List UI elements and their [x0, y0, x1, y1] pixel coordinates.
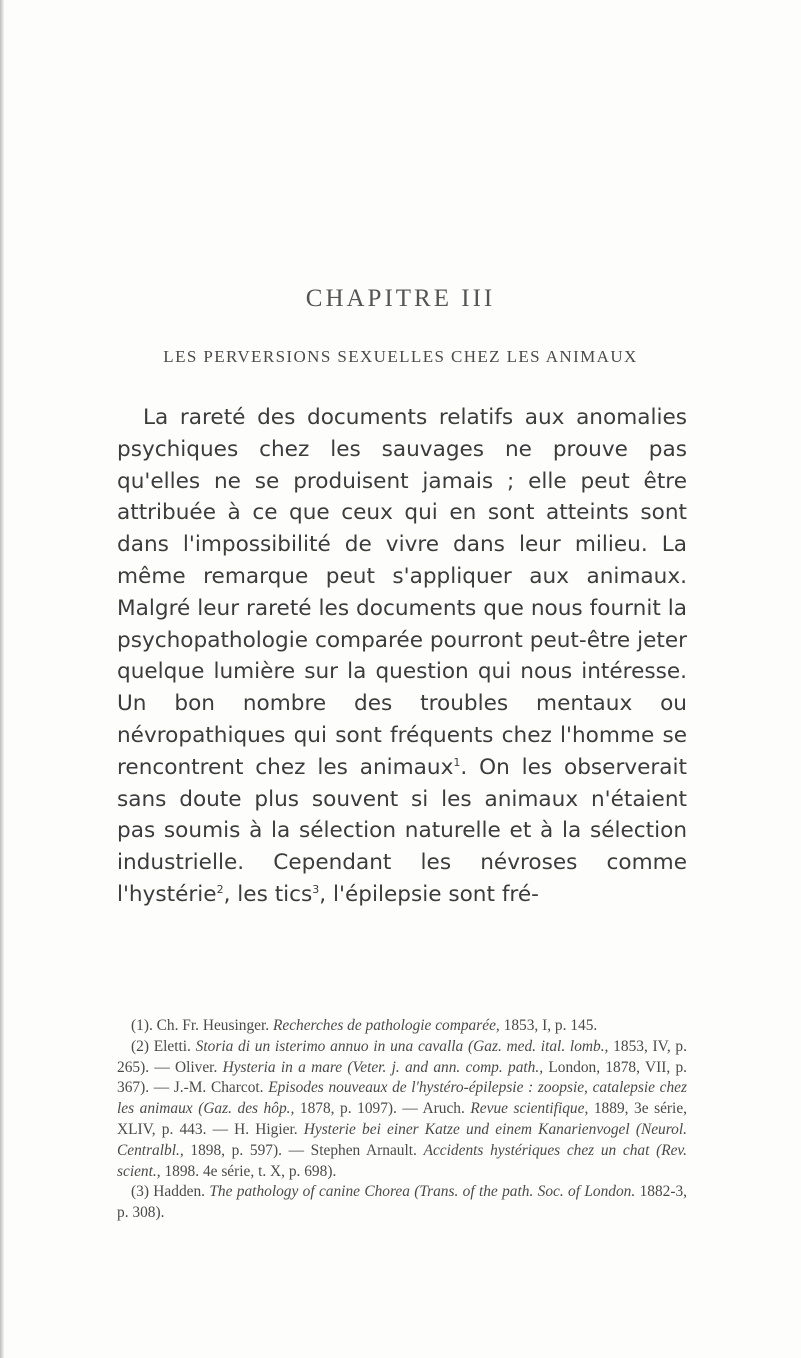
footnote-2-rest-2: London, 1878, VII, p. 367). — J.-M. Charcot.: [117, 1058, 687, 1097]
footnote-2-rest-1: 1853, IV, p. 265). — Oliver.: [117, 1037, 687, 1076]
footnote-3-author: Hadden.: [153, 1183, 206, 1201]
footnote-1-rest: 1853, I, p. 145.: [503, 1017, 598, 1034]
footnote-ref-2: 2: [216, 882, 224, 896]
footnote-2-title-4: Revue scientifique,: [470, 1100, 589, 1118]
paragraph-text-3: , les tics: [223, 881, 313, 907]
chapter-subtitle: LES PERVERSIONS SEXUELLES CHEZ LES ANIMAUX: [163, 347, 638, 366]
page-binding-edge: [0, 0, 4, 1358]
footnote-3-mark: (3): [131, 1183, 149, 1201]
footnote-2-source-5: (Neurol. Centralbl.,: [117, 1120, 687, 1159]
footnote-2-rest-5: 1898, p. 597). — Stephen Arnault.: [190, 1141, 417, 1159]
footnote-2: [117, 1037, 687, 1183]
footnote-2-author-1: Eletti.: [153, 1037, 191, 1055]
footnote-2-rest-3: 1878, p. 1097). — Aruch.: [299, 1100, 465, 1118]
paragraph-text-4: , l'épilepsie sont fré-: [319, 881, 539, 907]
chapter-title: CHAPITRE III: [305, 285, 496, 312]
footnote-2-source-6: (Rev. scient.,: [117, 1141, 687, 1180]
footnote-2-source-2: (Veter. j. and ann. comp. path.,: [347, 1058, 544, 1076]
footnote-2-rest-4: 1889, 3e série, XLIV, p. 443. — H. Higier.: [117, 1100, 687, 1138]
footnote-ref-1: 1: [453, 755, 461, 769]
footnote-2-title-1: Storia di un isterimo annuo in una cavalla: [195, 1037, 464, 1055]
footnote-1-author: Ch. Fr. Heusinger.: [156, 1017, 270, 1034]
footnote-ref-3: 3: [312, 882, 320, 896]
footnote-2-source-1: (Gaz. med. ital. lomb.,: [468, 1037, 609, 1055]
footnotes: [117, 1016, 687, 1224]
footnote-3-title: The pathology of canine Chorea: [209, 1183, 410, 1201]
footnote-2-source-3: (Gaz. des hôp.,: [198, 1100, 295, 1118]
main-paragraph: [117, 402, 687, 911]
footnote-3: [117, 1182, 687, 1224]
paragraph-text-1: La rareté des documents relatifs aux anomalies psychiques chez les sauvages ne prouve pas qu'elles ne se produisent jamais ; elle peut être attribuée à ce que ceux qui en sont atteints sont dans l'impossibilité de vivre dans leur milieu. La même remarque peut s'appliquer aux animaux. Malgré leur rareté les documents que nous fournit la psychopathologie comparée pourront peut-être jeter quelque lumière sur la question qui nous intéresse. Un bon nombre des troubles mentaux ou névropathiques qui sont fréquents chez l'homme se rencontrent chez les animaux: [117, 405, 687, 780]
footnote-2-rest-6: 1898. 4e série, t. X, p. 698).: [164, 1162, 337, 1180]
footnote-2-title-5: Hysterie bei einer Katze und einem Kanarienvogel: [303, 1120, 630, 1138]
footnote-2-title-6: Accidents hystériques chez un chat: [423, 1141, 650, 1159]
footnote-2-title-3: Episodes nouveaux de l'hystéro-épilepsie : zoopsie, catalepsie chez les animaux: [117, 1079, 687, 1118]
paragraph-text-2: . On les observerait sans doute plus souvent si les animaux n'étaient pas soumis à la sélection naturelle et à la sélection industrielle. Cependant les névroses comme l'hystérie: [117, 754, 687, 907]
footnote-1-title: Recherches de pathologie comparée,: [272, 1017, 500, 1034]
footnote-1-mark: (1).: [131, 1017, 153, 1034]
footnote-1: [117, 1016, 687, 1037]
footnote-3-rest: 1882-3, p. 308).: [117, 1183, 688, 1222]
footnote-2-title-2: Hysteria in a mare: [222, 1058, 343, 1076]
footnote-3-source: (Trans. of the path. Soc. of London.: [414, 1183, 636, 1201]
footnote-2-mark: (2): [131, 1037, 149, 1055]
